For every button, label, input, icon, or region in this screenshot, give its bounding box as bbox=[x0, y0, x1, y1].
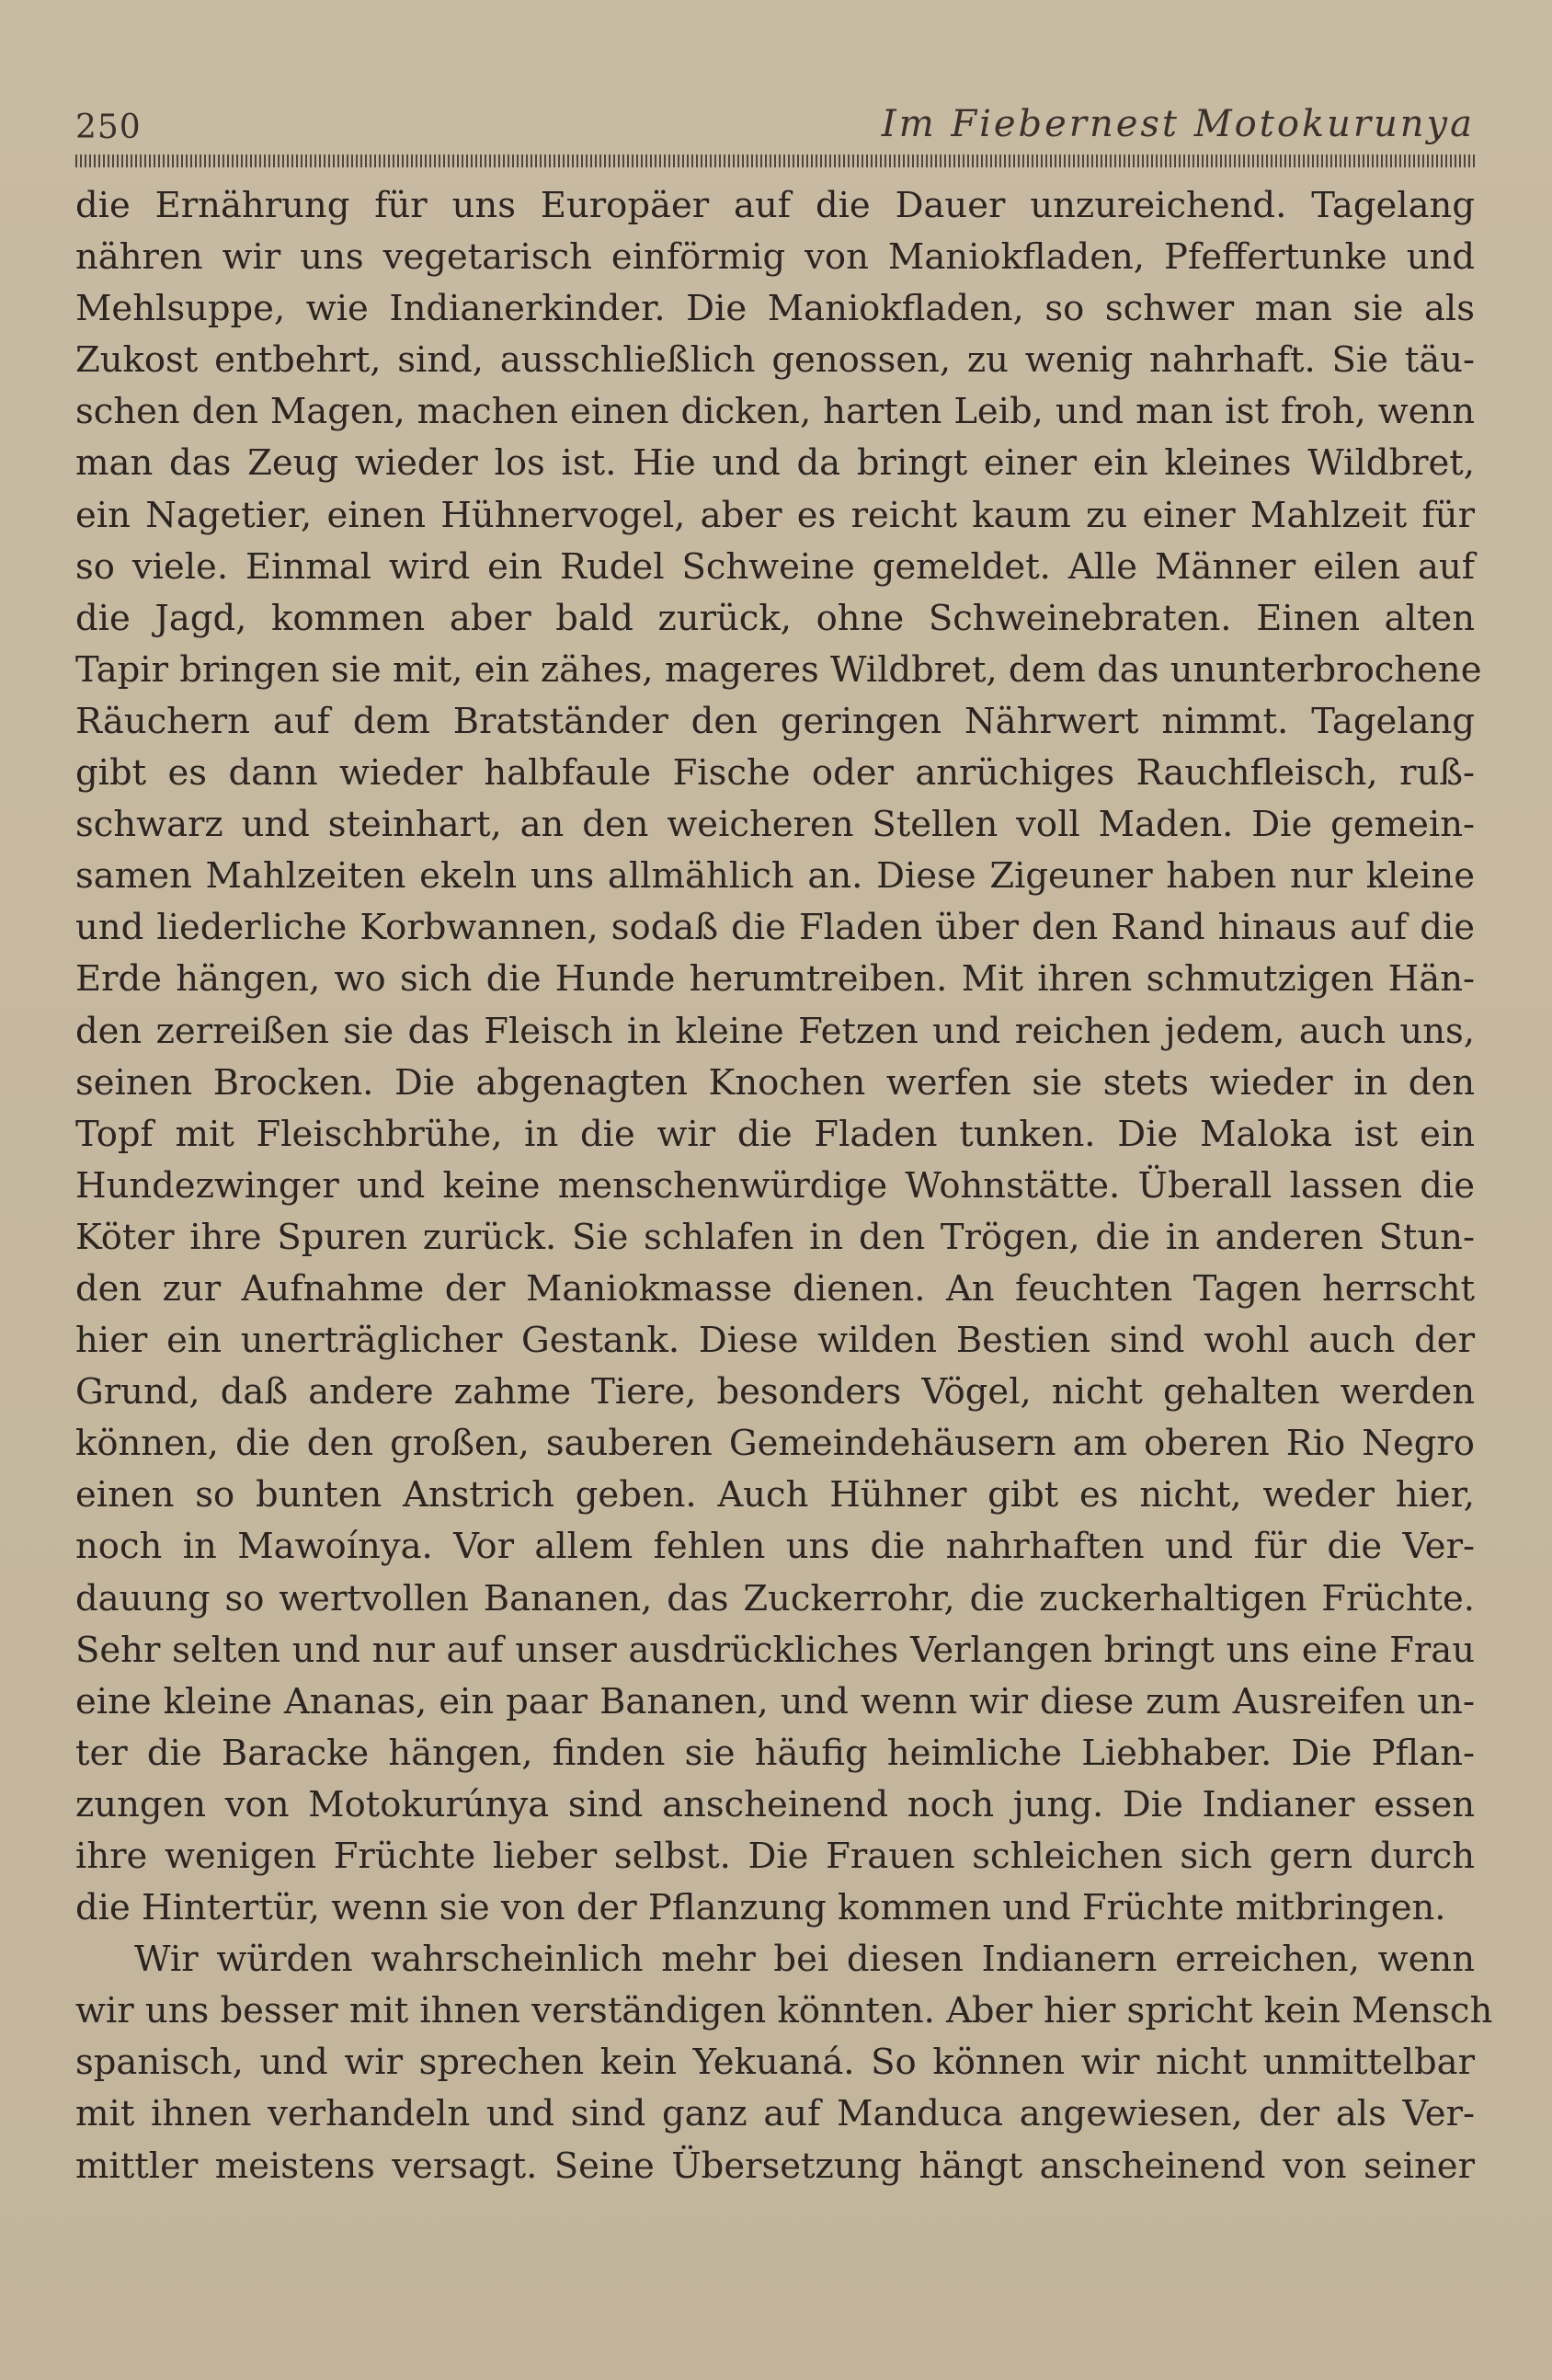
text-line: so viele. Einmal wird ein Rudel Schweine gemeldet. Alle Männer eilen auf bbox=[75, 545, 1475, 588]
text-line: einen so bunten Anstrich geben. Auch Hühner gibt es nicht, weder hier, bbox=[75, 1474, 1475, 1516]
text-line: Erde hängen, wo sich die Hunde herumtreiben. Mit ihren schmutzigen Hän- bbox=[75, 958, 1475, 1001]
paragraph bbox=[75, 1934, 1493, 2191]
text-line: zungen von Motokurúnya sind anscheinend noch jung. Die Indianer essen bbox=[75, 1783, 1475, 1825]
text-line: Zukost entbehrt, sind, ausschließlich genossen, zu wenig nahrhaft. Sie täu- bbox=[75, 339, 1475, 382]
text-line: noch in Mawoínya. Vor allem fehlen uns die nahrhaften und für die Ver- bbox=[75, 1526, 1475, 1568]
text-line: Hundezwinger und keine menschenwürdige Wohnstätte. Überall lassen die bbox=[75, 1164, 1475, 1207]
text-line: Wir würden wahrscheinlich mehr bei diesen Indianern erreichen, wenn bbox=[134, 1939, 1475, 1981]
text-line: mit ihnen verhandeln und sind ganz auf Manduca angewiesen, der als Ver- bbox=[75, 2093, 1475, 2135]
text-line: Räuchern auf dem Bratständer den geringen Nährwert nimmt. Tagelang bbox=[75, 700, 1475, 742]
text-line: ihre wenigen Früchte lieber selbst. Die Frauen schleichen sich gern durch bbox=[75, 1836, 1475, 1877]
text-line: seinen Brocken. Die abgenagten Knochen werfen sie stets wieder in den bbox=[75, 1061, 1475, 1104]
header-rule bbox=[75, 154, 1475, 167]
text-line: Sehr selten und nur auf unser ausdrückliches Verlangen bringt uns eine Frau bbox=[75, 1629, 1475, 1671]
text-line: hier ein unerträglicher Gestank. Diese wilden Bestien sind wohl auch der bbox=[75, 1320, 1475, 1362]
text-line: schwarz und steinhart, an den weicheren Stellen voll Maden. Die gemein- bbox=[75, 804, 1475, 846]
page-number: 250 bbox=[75, 109, 142, 146]
text-line: spanisch, und wir sprechen kein Yekuaná. So können wir nicht unmittelbar bbox=[75, 2042, 1475, 2084]
text-line: können, die den großen, sauberen Gemeindehäusern am oberen Rio Negro bbox=[75, 1423, 1475, 1465]
paragraph bbox=[75, 180, 1482, 1934]
text-line: Köter ihre Spuren zurück. Sie schlafen in den Trögen, die in anderen Stun- bbox=[75, 1216, 1475, 1258]
text-line: wir uns besser mit ihnen verständigen könnten. Aber hier spricht kein Mensch bbox=[75, 1990, 1493, 2032]
text-line: den zur Aufnahme der Maniokmasse dienen. An feuchten Tagen herrscht bbox=[75, 1267, 1475, 1310]
text-line: die Hintertür, wenn sie von der Pflanzung kommen und Früchte mitbringen. bbox=[75, 1887, 1446, 1929]
text-line: Tapir bringen sie mit, ein zähes, mageres Wildbret, dem das ununterbrochene bbox=[75, 648, 1482, 691]
text-line: Topf mit Fleischbrühe, in die wir die Fladen tunken. Die Maloka ist ein bbox=[75, 1113, 1475, 1155]
text-line: samen Mahlzeiten ekeln uns allmählich an. Diese Zigeuner haben nur kleine bbox=[75, 855, 1475, 898]
text-line: ein Nagetier, einen Hühnervogel, aber es reicht kaum zu einer Mahlzeit für bbox=[75, 494, 1475, 536]
text-line: die Ernährung für uns Europäer auf die Dauer unzureichend. Tagelang bbox=[75, 185, 1475, 226]
text-line: ter die Baracke hängen, finden sie häufig heimliche Liebhaber. Die Pflan- bbox=[75, 1732, 1475, 1774]
text-line: dauung so wertvollen Bananen, das Zuckerrohr, die zuckerhaltigen Früchte. bbox=[75, 1577, 1475, 1619]
running-title: Im Fiebernest Motokurunya bbox=[881, 103, 1475, 145]
text-line: und liederliche Korbwannen, sodaß die Fladen über den Rand hinaus auf die bbox=[75, 907, 1475, 949]
text-line: Mehlsuppe, wie Indianerkinder. Die Maniokfladen, so schwer man sie als bbox=[75, 288, 1475, 330]
text-line: eine kleine Ananas, ein paar Bananen, und wenn wir diese zum Ausreifen un- bbox=[75, 1680, 1475, 1722]
page-header bbox=[75, 103, 1475, 149]
text-line: Grund, daß andere zahme Tiere, besonders Vögel, nicht gehalten werden bbox=[75, 1371, 1475, 1413]
text-line: schen den Magen, machen einen dicken, harten Leib, und man ist froh, wenn bbox=[75, 391, 1475, 433]
text-line: man das Zeug wieder los ist. Hie und da bringt einer ein kleines Wildbret, bbox=[75, 442, 1475, 485]
text-line: mittler meistens versagt. Seine Übersetzung hängt anscheinend von seiner bbox=[75, 2145, 1475, 2187]
body-text bbox=[75, 180, 1493, 2192]
text-line: die Jagd, kommen aber bald zurück, ohne Schweinebraten. Einen alten bbox=[75, 597, 1475, 639]
text-line: den zerreißen sie das Fleisch in kleine Fetzen und reichen jedem, auch uns, bbox=[75, 1010, 1475, 1052]
text-line: nähren wir uns vegetarisch einförmig von Maniokfladen, Pfeffertunke und bbox=[75, 236, 1475, 279]
text-line: gibt es dann wieder halbfaule Fische oder anrüchiges Rauchfleisch, ruß- bbox=[75, 752, 1475, 795]
